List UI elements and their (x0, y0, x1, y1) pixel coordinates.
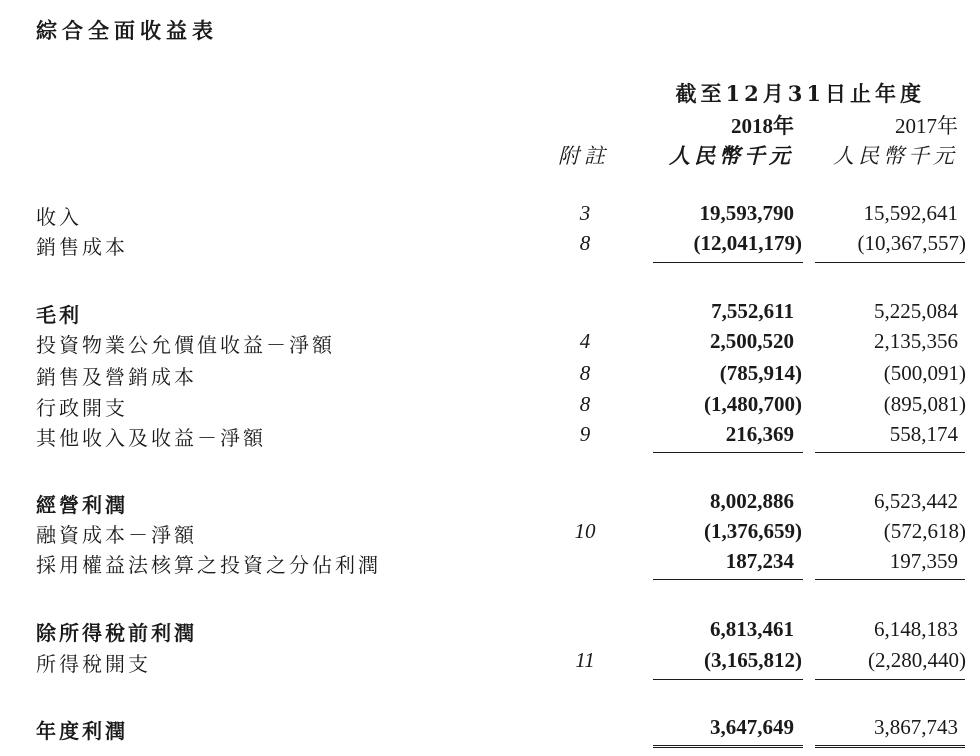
value-2018: 2,500,520 (710, 329, 794, 353)
value-2018: (3,165,812) (704, 648, 802, 672)
year-2018-header: 2018年 (731, 114, 794, 138)
value-2017: (10,367,557) (857, 231, 966, 255)
subtotal-rule-2018 (653, 579, 803, 580)
row-note: 11 (575, 648, 595, 672)
subtotal-rule-2018 (653, 452, 803, 453)
value-2018: 8,002,886 (710, 489, 794, 513)
row-gross-profit (0, 299, 980, 329)
value-2017: 2,135,356 (874, 329, 958, 353)
row-revenue (0, 201, 980, 231)
value-2018: (1,376,659) (704, 519, 802, 543)
row-label: 所得稅開支 (36, 652, 151, 676)
row-label: 其他收入及收益－淨額 (36, 426, 266, 450)
row-note: 8 (579, 231, 591, 255)
row-label: 銷售成本 (36, 235, 128, 259)
row-fair-value-gains (0, 329, 980, 359)
row-finance-costs (0, 519, 980, 549)
subtotal-rule-2017 (815, 262, 965, 263)
subtotal-rule-2017 (815, 679, 965, 680)
subtotal-rule-2017 (815, 452, 965, 453)
statement-title: 綜合全面收益表 (36, 19, 218, 43)
value-2017: 15,592,641 (863, 201, 958, 225)
year-2017-header: 2017年 (895, 114, 958, 138)
value-2017: (572,618) (883, 519, 966, 543)
value-2018: 216,369 (725, 422, 794, 446)
row-cost-of-sales (0, 231, 980, 261)
row-label: 經營利潤 (36, 493, 128, 517)
subtotal-rule-2018 (653, 679, 803, 680)
row-note: 3 (579, 201, 591, 225)
value-2017: 558,174 (889, 422, 958, 446)
value-2018: (12,041,179) (693, 231, 802, 255)
row-admin-expenses (0, 392, 980, 422)
row-label: 除所得稅前利潤 (36, 621, 197, 645)
row-note: 10 (574, 519, 596, 543)
currency-2017-header: 人民幣千元 (833, 144, 958, 168)
value-2018: (785,914) (719, 361, 802, 385)
row-label: 融資成本－淨額 (36, 523, 197, 547)
subtotal-rule-2018 (653, 262, 803, 263)
value-2017: 3,867,743 (874, 715, 958, 739)
row-label: 行政開支 (36, 396, 128, 420)
value-2017: 197,359 (889, 549, 958, 573)
total-double-rule-2018 (653, 745, 803, 748)
value-2017: (2,280,440) (868, 648, 966, 672)
value-2018: 3,647,649 (710, 715, 794, 739)
row-profit-for-year (0, 715, 980, 745)
row-profit-before-tax (0, 617, 980, 647)
value-2018: 19,593,790 (699, 201, 794, 225)
row-label: 毛利 (36, 303, 82, 327)
value-2017: 5,225,084 (874, 299, 958, 323)
row-label: 收入 (36, 205, 82, 229)
row-note: 8 (579, 361, 591, 385)
row-income-tax (0, 648, 980, 678)
row-label: 投資物業公允價值收益－淨額 (36, 333, 335, 357)
value-2017: 6,523,442 (874, 489, 958, 513)
row-other-income (0, 422, 980, 452)
total-double-rule-2017 (815, 745, 965, 748)
subtotal-rule-2017 (815, 579, 965, 580)
row-label: 年度利潤 (36, 719, 128, 743)
currency-2018-header: 人民幣千元 (669, 143, 794, 168)
row-label: 銷售及營銷成本 (36, 365, 197, 389)
row-label: 採用權益法核算之投資之分佔利潤 (36, 553, 381, 577)
row-selling-marketing (0, 361, 980, 391)
note-column-header: 附註 (558, 144, 610, 168)
value-2018: 7,552,611 (711, 299, 794, 323)
row-operating-profit (0, 489, 980, 519)
row-note: 9 (579, 422, 591, 446)
value-2018: (1,480,700) (704, 392, 802, 416)
row-note: 8 (579, 392, 591, 416)
row-note: 4 (579, 329, 591, 353)
value-2017: (500,091) (883, 361, 966, 385)
value-2018: 6,813,461 (710, 617, 794, 641)
period-header: 截至12月31日止年度 (675, 81, 925, 106)
value-2017: (895,081) (883, 392, 966, 416)
value-2017: 6,148,183 (874, 617, 958, 641)
row-share-of-profit (0, 549, 980, 579)
value-2018: 187,234 (725, 549, 794, 573)
